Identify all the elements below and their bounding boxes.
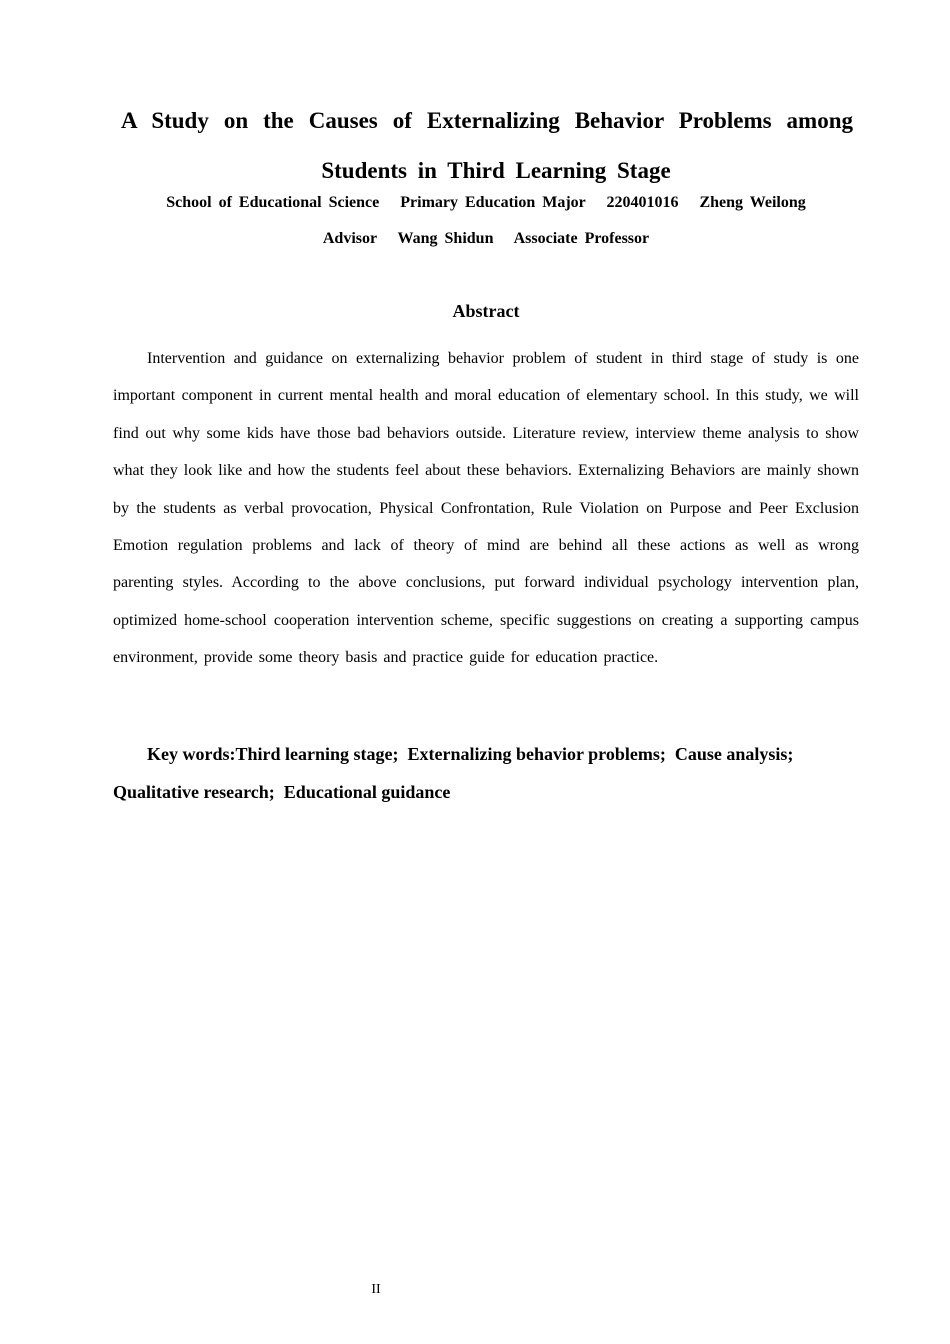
- keywords-line: Key words:Third learning stage; Externalizing behavior problems; Cause analysis; Qualitative research; Educational guidance: [113, 744, 803, 802]
- page-number: II: [371, 1282, 381, 1297]
- abstract-paragraph: Intervention and guidance on externalizing behavior problem of student in third stage of study is one important component in current mental health and moral education of elementary school. In this study, we will find out why some kids have those bad behaviors outside. Literature review, interview theme analysis to show what they look like and how the students feel about these behaviors. Externalizing Behaviors are mainly shown by the students as verbal provocation, Physical Confrontation, Rule Violation on Purpose and Peer Exclusion Emotion regulation problems and lack of theory of mind are behind all these actions as well as wrong parenting styles. According to the above conclusions, put forward individual psychology intervention plan, optimized home-school cooperation intervention scheme, specific suggestions on creating a supporting campus environment, provide some theory basis and practice guide for education practice.: [113, 350, 859, 667]
- paper-title-line-2: Students in Third Learning Stage: [321, 158, 671, 183]
- paper-title-line-1: A Study on the Causes of Externalizing Behavior Problems among: [121, 108, 853, 133]
- author-info: School of Educational Science Primary Education Major 220401016 Zheng Weilong: [166, 194, 806, 211]
- abstract-heading: Abstract: [452, 301, 520, 321]
- paper-title: [113, 96, 859, 196]
- advisor-info: Advisor Wang Shidun Associate Professor: [322, 230, 650, 247]
